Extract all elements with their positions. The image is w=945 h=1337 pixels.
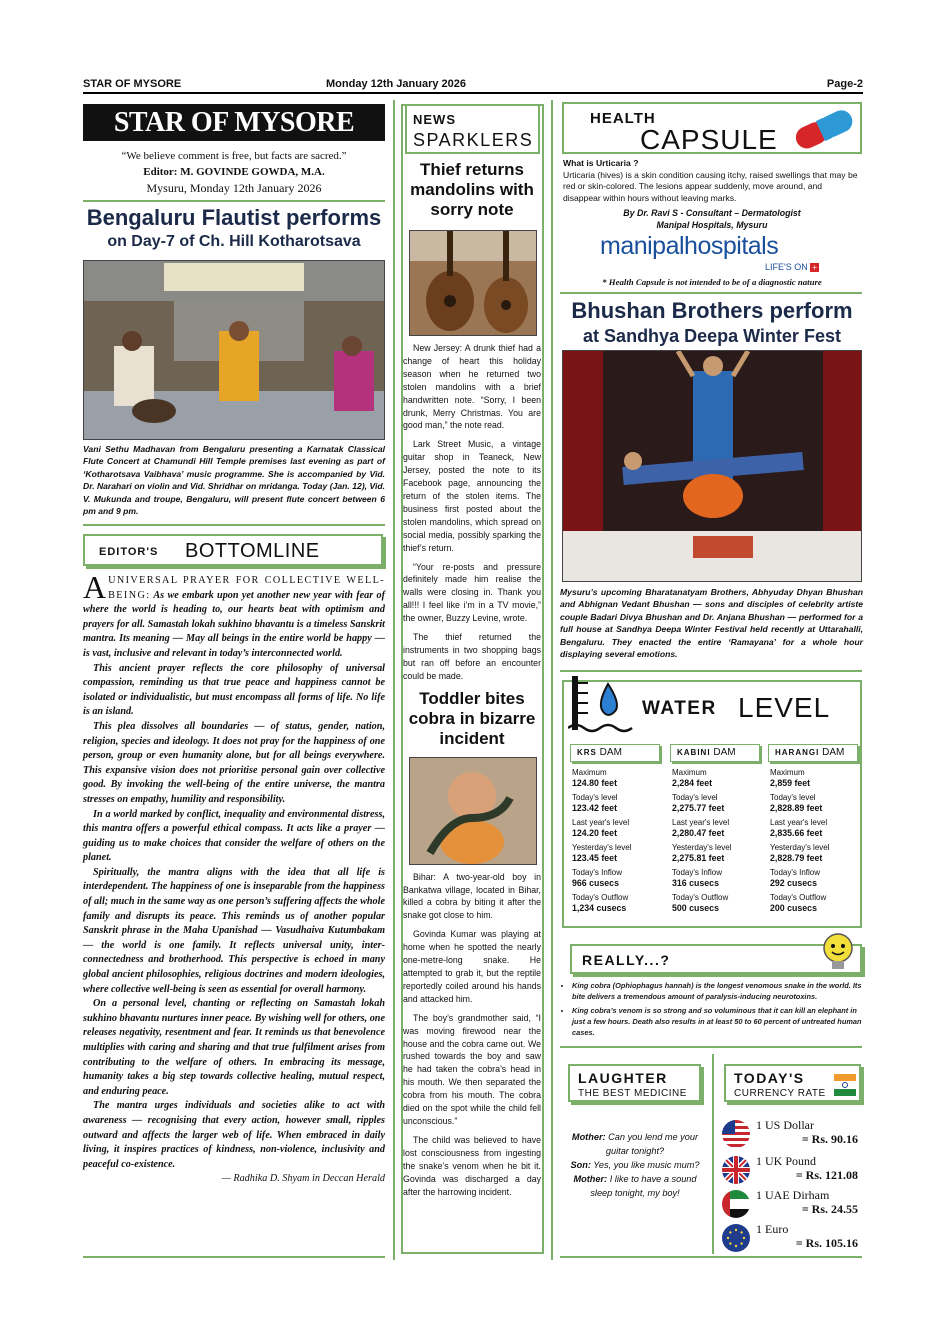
manipal-plus-icon: + xyxy=(810,263,819,272)
header-page-number: Page-2 xyxy=(826,78,863,90)
harangi-max-label: Maximum xyxy=(770,768,805,777)
rate-row-aed xyxy=(722,1188,862,1220)
news-label: NEWS xyxy=(413,112,456,127)
kabini-outflow: 500 cusecs xyxy=(672,903,719,913)
harangi-max: 2,859 feet xyxy=(770,778,811,788)
story2-p4: The child was believed to have lost consciousness from ingesting the snake’s venom when he bit it. Govinda was discharged a day after the harrowing incident. xyxy=(403,1134,541,1197)
harangi-outflow-label: Today's Outflow xyxy=(770,893,827,902)
sparklers-label: SPARKLERS xyxy=(413,130,534,150)
left-headline-line2: on Day-7 of Ch. Hill Kotharotsava xyxy=(107,233,361,250)
krs-today-label: Today's level xyxy=(572,793,618,802)
editorial-p7: The mantra urges individuals and societies alike to act with awareness — recognising that every action, however small, ripples outward and affects the larger web of life. When embraced in daily living, it inspires practices of kindness, non-violence, inclusivity and peaceful co-existence. xyxy=(83,1100,385,1170)
right-photo-caption: Mysuru’s upcoming Bharatanatyam Brothers, Abhyuday Dhyan Bhushan and Abhignan Vedant Bhushan — sons and disciples of celebrity artiste couple Badari Divya Bhushan and Dr. Anjana Bhushan — performed for a full house at Sandhya Deepa Winter Festival held recently at Uttarahalli, Bengaluru. They enacted the entire ‘Ramayana’ for a whole hour displaying several emotions. xyxy=(560,587,863,660)
krs-dam-suffix: DAM xyxy=(599,747,622,758)
kabini-inflow-label: Today's Inflow xyxy=(672,868,722,877)
left-photo-caption: Vani Sethu Madhavan from Bengaluru presenting a Karnatak Classical Flute Concert at Chamundi Hill Temple premises last evening as part of ‘Kotharotsava Vaibhava’ music programme. She is accompanied by Vid. Dr. Narahari on violin and Vid. Shridhar on mridanga. Today (Jan. 12), Vid. V. Mukunda and troupe, Bengaluru, will present flute concert between 6 pm and 9 pm. xyxy=(83,444,385,517)
bottomline-label-small: EDITOR'S xyxy=(99,546,159,558)
rate-row-eur xyxy=(722,1222,862,1254)
harangi-dam-suffix: DAM xyxy=(822,747,845,758)
bharatanatyam-photo xyxy=(562,350,862,582)
manipal-tagline xyxy=(765,262,819,272)
rate-usd-value: = Rs. 90.16 xyxy=(801,1132,858,1146)
harangi-yest-label: Yesterday's level xyxy=(770,843,830,852)
left-headline-line1: Bengaluru Flautist performs xyxy=(86,205,382,230)
capsule-label: CAPSULE xyxy=(640,124,778,155)
masthead-editor: Editor: M. GOVINDE GOWDA, M.A. xyxy=(143,166,325,178)
krs-inflow-label: Today's Inflow xyxy=(572,868,622,877)
story2-p1: Bihar: A two-year-old boy in Bankatwa village, located in Bihar, killed a cobra by biting it after the snake got close to him. xyxy=(403,871,541,921)
krs-today: 123.42 feet xyxy=(572,803,617,813)
harangi-last-label: Last year's level xyxy=(770,818,828,827)
masthead-dateline: Mysuru, Monday 12th January 2026 xyxy=(146,181,322,195)
mandolin-photo xyxy=(409,230,537,336)
really-label: REALLY...? xyxy=(582,952,671,968)
laughter-currency-divider xyxy=(712,1054,714,1254)
water-level-icon xyxy=(568,670,638,734)
right-headline-line2: at Sandhya Deepa Winter Fest xyxy=(583,326,841,346)
uae-flag-icon xyxy=(722,1190,750,1218)
editorial-lead: UNIVERSAL PRAYER FOR COLLECTIVE WELL-BEING: xyxy=(108,575,385,601)
header-date: Monday 12th January 2026 xyxy=(326,78,467,90)
kabini-dam-name: KABINI xyxy=(677,748,711,757)
rule-under-health xyxy=(560,292,862,294)
manipal-logo: manipalhospitals xyxy=(600,232,779,260)
todays-label: TODAY'S xyxy=(734,1070,805,1086)
column-divider-left xyxy=(393,100,395,1260)
bottom-rule-right xyxy=(560,1256,862,1258)
uk-flag-icon xyxy=(722,1156,750,1184)
health-label: HEALTH xyxy=(590,110,656,127)
story1-p4: The thief returned the instruments in two shopping bags but ran off before an encounter could be made. xyxy=(403,632,541,681)
flute-concert-photo xyxy=(83,260,385,440)
laughter-box xyxy=(568,1064,701,1102)
left-story-headline xyxy=(83,205,385,251)
harangi-today: 2,828.89 feet xyxy=(770,803,823,813)
health-question: What is Urticaria ? xyxy=(563,158,639,168)
kabini-dam-header xyxy=(670,744,760,762)
toddler-cobra-illustration xyxy=(410,758,537,865)
krs-yest: 123.45 feet xyxy=(572,853,617,863)
really-fact-2: • King cobra’s venom is so strong and so voluminous that it can kill an elephant in just a few hours. Death also results in at least 50 to 60 percent of untreated human cases. xyxy=(572,1005,862,1038)
krs-outflow-label: Today's Outflow xyxy=(572,893,629,902)
water-label: WATER xyxy=(642,698,717,719)
krs-outflow: 1,234 cusecs xyxy=(572,903,627,913)
right-headline-line1: Bhushan Brothers perform xyxy=(571,298,853,323)
harangi-last: 2,835.66 feet xyxy=(770,828,823,838)
really-fact-1: • King cobra (Ophiophagus hannah) is the longest venomous snake in the world. Its bite delivers a tremendous amount of paralysis-inducing neurotoxins. xyxy=(572,980,862,1002)
editorial-p4: In a world marked by conflict, inequality and environmental distress, this mantra offers a powerful ethical compass. It acts like a prayer — guiding us to make choices that consider the welfare of others on the planet. xyxy=(83,808,385,864)
krs-last-label: Last year's level xyxy=(572,818,630,827)
story2-headline: Toddler bites cobra in bizarre incident xyxy=(408,688,536,748)
joke-line-2: Yes, you like music mum? xyxy=(593,1160,700,1170)
page-header xyxy=(83,76,863,94)
kabini-outflow-label: Today's Outflow xyxy=(672,893,729,902)
editorial-p3: This plea dissolves all boundaries — of status, gender, nation, religion, species and ideology. It does not pray for the happiness of one person, group or even humanity alone, but for all beings everywhere. This expansive vision does not prioritise personal gain over collective good. By invoking the well-being of the entire universe, the mantra stresses on empathy, humility and responsibility. xyxy=(83,720,385,805)
kabini-yest-label: Yesterday's level xyxy=(672,843,732,852)
story1-headline: Thief returns mandolins with sorry note xyxy=(410,160,534,219)
india-flag-icon xyxy=(834,1074,856,1096)
laughter-joke xyxy=(565,1130,705,1200)
dancers-illustration xyxy=(563,351,862,582)
rate-eur-value: = Rs. 105.16 xyxy=(795,1236,858,1250)
story1-body xyxy=(403,342,541,683)
masthead-motto: “We believe comment is free, but facts are sacred.” xyxy=(121,150,347,162)
editorial-p1: As we embark upon yet another new year with fear of where the world is heading to, our hearts beat with optimism and prayers for all. Samastah lokah sukhino bhavantu is a timeless Sanskrit mantra. Its meaning — May all beings in the entire world be happy — is vast, inclusive and relevant in today’s interconnected world. xyxy=(83,589,385,659)
currency-rate-label: CURRENCY RATE xyxy=(734,1088,826,1099)
editorial-body xyxy=(83,569,385,1187)
news-sparklers-column xyxy=(403,160,541,1204)
rule-under-masthead xyxy=(83,200,385,202)
rate-row-usd xyxy=(722,1118,862,1150)
krs-max-label: Maximum xyxy=(572,768,607,777)
masthead-title: STAR OF MYSORE xyxy=(83,104,385,141)
harangi-outflow: 200 cusecs xyxy=(770,903,817,913)
currency-box xyxy=(724,1064,861,1102)
krs-max: 124.80 feet xyxy=(572,778,617,788)
harangi-inflow: 292 cusecs xyxy=(770,878,817,888)
editorial-signature: — Radhika D. Shyam in Deccan Herald xyxy=(221,1173,385,1185)
harangi-inflow-label: Today's Inflow xyxy=(770,868,820,877)
story2-p2: Govinda Kumar was playing at home when he spotted the nearly one-metre-long snake. He attempted to grab it, but the reptile reportedly coiled around his hands and attacked him. xyxy=(403,929,541,1004)
editorial-dropcap: A xyxy=(83,569,107,605)
harangi-today-label: Today's level xyxy=(770,793,816,802)
joke-line-3: I like to have a sound sleep tonight, my boy! xyxy=(590,1174,697,1198)
story2-body xyxy=(403,871,541,1199)
joke-speaker-2: Son: xyxy=(570,1160,591,1170)
harangi-yest: 2,828.79 feet xyxy=(770,853,823,863)
kabini-max-label: Maximum xyxy=(672,768,707,777)
krs-last: 124.20 feet xyxy=(572,828,617,838)
masthead-info xyxy=(83,148,385,196)
krs-yest-label: Yesterday's level xyxy=(572,843,632,852)
rate-gbp-value: = Rs. 121.08 xyxy=(795,1168,858,1182)
water-level-box xyxy=(562,680,862,928)
health-capsule-text xyxy=(563,158,861,204)
health-byline-hospital: Manipal Hospitals, Mysuru xyxy=(656,220,768,230)
health-byline-doctor: By Dr. Ravi S - Consultant – Dermatologist xyxy=(623,208,801,218)
kabini-max: 2,284 feet xyxy=(672,778,713,788)
best-medicine-label: THE BEST MEDICINE xyxy=(578,1088,687,1099)
eu-flag-icon xyxy=(722,1224,750,1252)
bottom-rule-left xyxy=(83,1256,385,1258)
capsule-pill-icon xyxy=(788,106,862,152)
editorial-p5: Spiritually, the mantra aligns with the idea that all life is interdependent. The happiness of one is inseparable from the happiness of all; much in the same way as one person’s suffering affects the whole family and disrupts its peace. This reminds us of another popular Sanskrit phrase in the Maha Upanishad — Vasudhaiva Kutumbakam — the world is one family. It reflects universal unity, inter-connectedness and brotherhood. This perspective is echoed in many global ancient philosophies, religious doctrines and modern ideologies, where collective well-being is seen as essential for overall harmony. xyxy=(83,866,385,995)
kabini-dam-data xyxy=(672,768,732,918)
rate-eur-name: 1 Euro xyxy=(756,1222,789,1236)
really-box xyxy=(570,944,862,974)
story1-p1: New Jersey: A drunk thief had a change of heart this holiday season when he returned two stolen mandolins with a brief handwritten note. “Sorry, I been drunk, Merry Christmas. You are good man,” the note read. xyxy=(403,343,541,431)
us-flag-icon xyxy=(722,1120,750,1148)
kabini-last: 2,280.47 feet xyxy=(672,828,725,838)
rule-above-bottomline xyxy=(83,524,385,526)
joke-line-1: Can you lend me your guitar tonight? xyxy=(605,1132,699,1156)
rate-aed-name: 1 UAE Dirham xyxy=(756,1188,830,1202)
kabini-inflow: 316 cusecs xyxy=(672,878,719,888)
bottomline-box xyxy=(83,534,383,566)
kabini-yest: 2,275.81 feet xyxy=(672,853,725,863)
rate-gbp-name: 1 UK Pound xyxy=(756,1154,817,1168)
kabini-dam-suffix: DAM xyxy=(713,747,736,758)
mandolin-illustration xyxy=(410,231,537,336)
column-divider-right xyxy=(551,100,553,1260)
level-label: LEVEL xyxy=(738,692,831,723)
editorial-p2: This ancient prayer reflects the core philosophy of universal compassion, reminding us that true peace and happiness cannot be isolated or individualistic, but must encompass all forms of life. No life is an island. xyxy=(83,662,385,718)
rate-row-gbp xyxy=(722,1154,862,1186)
krs-dam-name: KRS xyxy=(577,748,597,757)
rate-usd-name: 1 US Dollar xyxy=(756,1118,814,1132)
krs-inflow: 966 cusecs xyxy=(572,878,619,888)
toddler-cobra-photo xyxy=(409,757,537,865)
health-disclaimer: * Health Capsule is not intended to be of a diagnostic nature xyxy=(602,277,822,287)
rule-above-laughter xyxy=(560,1046,862,1048)
harangi-dam-data xyxy=(770,768,830,918)
joke-speaker-3: Mother: xyxy=(573,1174,608,1184)
rate-aed-value: = Rs. 24.55 xyxy=(801,1202,858,1216)
right-story-headline xyxy=(562,298,862,347)
krs-dam-header xyxy=(570,744,660,762)
editorial-p6: On a personal level, chanting or reflecting on Samastah lokah sukhino bhavantu nurtures inner peace. By wishing well for others, one releases negativity, resentment and fear. It reminds us that benevolence multiplies with caring and sharing and that true fulfilment arises from contributing to the welfare of others. In embracing its message, humanity takes a big step towards collective healing, mutual respect, and enduring peace. xyxy=(83,998,385,1097)
story1-p2: Lark Street Music, a vintage guitar shop in Teaneck, New Jersey, posted the note to its Facebook page, announcing the return of the stolen items. The business first posted about the stolen mandolins, which spread on social media, possibly sparking the thief’s return. xyxy=(403,439,541,553)
story2-p3: The boy’s grandmother said, “I was moving firewood near the house and the cobra came out. We rushed towards the boy and saw he had taken the cobra’s head in his mouth. We then separated the cobra from his mouth. The cobra died on the spot while the child fell unconscious.” xyxy=(403,1012,541,1126)
harangi-dam-name: HARANGI xyxy=(775,748,820,757)
harangi-dam-header xyxy=(768,744,858,762)
health-byline xyxy=(563,207,861,231)
joke-speaker-1: Mother: xyxy=(571,1132,606,1142)
header-paper-name: STAR OF MYSORE xyxy=(83,78,182,90)
kabini-today-label: Today's level xyxy=(672,793,718,802)
really-facts xyxy=(562,980,862,1041)
kabini-today: 2,275.77 feet xyxy=(672,803,725,813)
lightbulb-icon xyxy=(816,930,860,976)
manipal-tagline-text: LIFE'S ON xyxy=(765,262,808,272)
health-capsule-box xyxy=(562,102,862,154)
kabini-last-label: Last year's level xyxy=(672,818,730,827)
laughter-label: LAUGHTER xyxy=(578,1070,668,1086)
bottomline-label-big: BOTTOMLINE xyxy=(185,540,320,562)
news-sparklers-box xyxy=(405,104,540,154)
krs-dam-data xyxy=(572,768,632,918)
health-answer: Urticaria (hives) is a skin condition causing itchy, raised swellings that may be red or skin-colored. The lesions appear suddenly, move around, and disappear within hours without leaving marks. xyxy=(563,169,858,203)
flute-concert-illustration xyxy=(84,261,385,440)
story1-p3: “Your re-posts and pressure definitely made him realise the walls were closing in. Thank you all!!! I feel like i’m in a TV movie,” the owner, Buzzy Levine, wrote. xyxy=(403,561,541,624)
health-box-spacer xyxy=(560,100,566,158)
